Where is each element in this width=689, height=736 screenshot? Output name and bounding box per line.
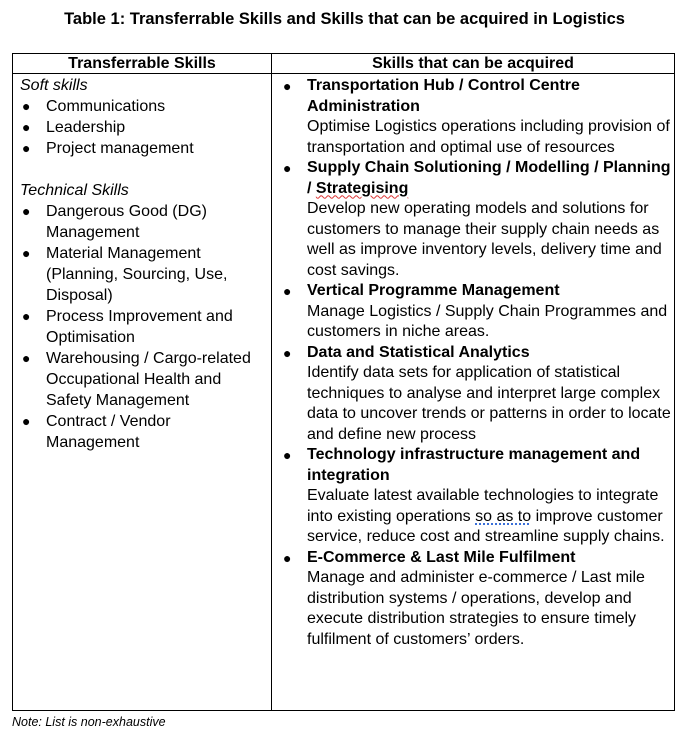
bullet-icon: ● <box>22 140 31 156</box>
soft-skills-heading: Soft skills <box>20 77 88 94</box>
skill-description: Optimise Logistics operations including provision of transportation and optimal use of resources <box>307 118 670 156</box>
list-item: ● Communications <box>22 98 166 115</box>
header-skills-acquired: Skills that can be acquired <box>372 55 574 72</box>
skill-title: Transportation Hub / Control Centre Administration <box>307 77 580 115</box>
skill-description: Manage and administer e-commerce / Last mile distribution systems / operations, develop and execute distribution strategies to ensure timely fulfilment of customers’ orders. <box>307 569 645 648</box>
list-item: ● Contract / Vendor Management <box>22 413 171 451</box>
bullet-icon: ● <box>283 78 292 94</box>
list-item <box>277 445 671 548</box>
grammar-check-phrase: so as to <box>475 507 532 525</box>
list-item <box>277 158 671 281</box>
bullet-icon: ● <box>283 447 292 463</box>
acquired-skills-list <box>277 76 671 650</box>
soft-skills-list <box>20 96 268 159</box>
skill-description: Evaluate latest available technologies to integrate into existing operations so as to improve customer service, reduce cost and streamline supply chains. <box>307 487 665 545</box>
list-item: ● Dangerous Good (DG) Management <box>22 203 207 241</box>
header-transferrable-skills: Transferrable Skills <box>68 55 216 72</box>
skill-title: Vertical Programme Management <box>307 282 560 299</box>
skills-acquired-column <box>277 76 671 650</box>
list-item: ● Project management <box>22 140 194 157</box>
bullet-icon: ● <box>22 245 31 261</box>
bullet-icon: ● <box>22 413 31 429</box>
column-divider <box>271 54 272 710</box>
footnote: Note: List is non-exhaustive <box>12 715 166 729</box>
list-item: ● Warehousing / Cargo-related Occupational Health and Safety Management <box>22 350 251 409</box>
table-title: Table 1: Transferrable Skills and Skills that can be acquired in Logistics <box>64 10 625 28</box>
bullet-icon: ● <box>22 119 31 135</box>
bullet-icon: ● <box>22 98 31 114</box>
list-item: ● Material Management (Planning, Sourcing, Use, Disposal) <box>22 245 228 304</box>
skill-description: Manage Logistics / Supply Chain Programmes and customers in niche areas. <box>307 302 668 340</box>
skill-title: Data and Statistical Analytics <box>307 343 530 361</box>
skills-table <box>12 53 675 711</box>
list-item <box>277 281 671 343</box>
header-divider <box>13 73 674 74</box>
bullet-icon: ● <box>283 160 292 176</box>
bullet-icon: ● <box>22 203 31 219</box>
technical-skills-heading: Technical Skills <box>20 182 129 199</box>
skill-description: Develop new operating models and solutions for customers to manage their supply chain needs as well as improve inventory levels, delivery time and cost savings. <box>307 200 662 279</box>
list-item: ● Leadership <box>22 119 126 136</box>
technical-skills-list <box>20 201 268 453</box>
bullet-icon: ● <box>22 350 31 366</box>
bullet-icon: ● <box>283 283 292 299</box>
bullet-icon: ● <box>22 308 31 324</box>
skill-description: Identify data sets for application of statistical techniques to analyse and interpret large complex data to uncover trends or patterns in order to locate and define new process <box>307 364 671 443</box>
bullet-icon: ● <box>283 344 292 361</box>
spellcheck-word: Strategising <box>315 179 409 197</box>
skill-title: E-Commerce & Last Mile Fulfilment <box>307 548 576 566</box>
bullet-icon: ● <box>283 549 292 566</box>
list-item <box>277 548 671 651</box>
skill-title: Technology infrastructure management and integration <box>307 446 641 484</box>
transferrable-skills-column <box>20 75 268 453</box>
skill-title: Supply Chain Solutioning / Modelling / Planning / Strategising <box>307 159 671 197</box>
list-item: ● Process Improvement and Optimisation <box>22 308 233 346</box>
list-item <box>277 76 671 158</box>
list-item <box>277 343 671 446</box>
